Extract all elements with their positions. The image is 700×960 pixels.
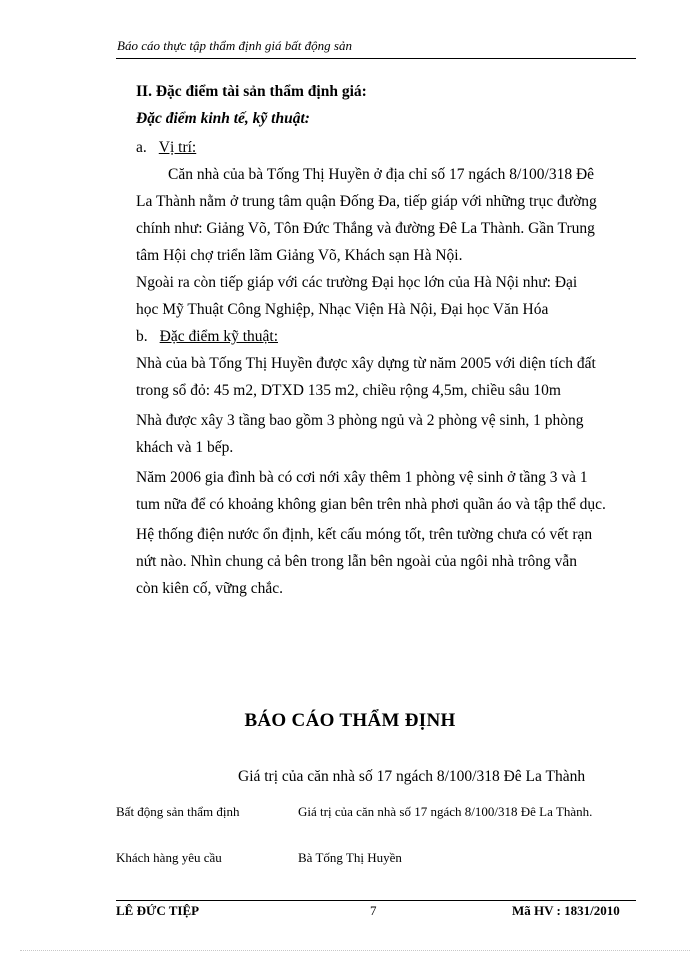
technical-line: Hệ thống điện nước ổn định, kết cấu móng tốt, trên tường chưa có vết rạn <box>136 526 593 543</box>
location-line: Ngoài ra còn tiếp giáp với các trường Đại học lớn của Hà Nội như: Đại <box>136 274 578 291</box>
location-marker: a. <box>136 139 147 156</box>
page-edge-dots <box>20 950 690 951</box>
location-line: học Mỹ Thuật Công Nghiệp, Nhạc Viện Hà Nội, Đại học Văn Hóa <box>136 301 549 318</box>
footer-student-id: Mã HV : 1831/2010 <box>512 903 620 918</box>
technical-heading <box>136 325 278 349</box>
location-line: chính như: Giảng Võ, Tôn Đức Thắng và đường Đê La Thành. Gần Trung <box>136 220 595 237</box>
technical-line: Nhà được xây 3 tầng bao gồm 3 phòng ngủ và 2 phòng vệ sinh, 1 phòng <box>136 412 584 429</box>
location-line: La Thành nằm ở trung tâm quận Đống Đa, tiếp giáp với những trục đường <box>136 193 597 210</box>
info-label-property: Bất động sản thẩm định <box>116 804 240 819</box>
location-line: Căn nhà của bà Tống Thị Huyền ở địa chỉ số 17 ngách 8/100/318 Đê <box>168 166 595 183</box>
technical-marker: b. <box>136 328 148 345</box>
technical-label: Đặc điểm kỹ thuật: <box>159 328 278 345</box>
header-divider <box>116 58 636 59</box>
info-label-client: Khách hàng yêu cầu <box>116 850 222 865</box>
technical-line: còn kiên cố, vững chắc. <box>136 580 283 597</box>
footer-divider <box>116 900 636 901</box>
report-title: BÁO CÁO THẨM ĐỊNH <box>244 710 456 731</box>
technical-line: tum nữa để có khoảng không gian bên trên nhà phơi quần áo và tập thể dục. <box>136 496 606 513</box>
technical-line: Năm 2006 gia đình bà có cơi nới xây thêm 1 phòng vệ sinh ở tầng 3 và 1 <box>136 469 588 486</box>
footer-author: LÊ ĐỨC TIỆP <box>116 903 200 918</box>
section-subheading: Đặc điểm kinh tế, kỹ thuật: <box>136 110 310 127</box>
location-heading <box>136 136 196 160</box>
technical-line: trong sổ đỏ: 45 m2, DTXD 135 m2, chiều rộng 4,5m, chiều sâu 10m <box>136 382 561 399</box>
technical-line: Nhà của bà Tống Thị Huyền được xây dựng từ năm 2005 với diện tích đất <box>136 355 596 372</box>
info-value-client: Bà Tống Thị Huyền <box>298 850 402 865</box>
technical-line: nứt nào. Nhìn chung cả bên trong lẫn bên ngoài của ngôi nhà trông vẫn <box>136 553 577 570</box>
report-subtitle: Giá trị của căn nhà số 17 ngách 8/100/318 Đê La Thành <box>238 768 586 785</box>
page-number: 7 <box>370 903 377 918</box>
info-value-property: Giá trị của căn nhà số 17 ngách 8/100/318 Đê La Thành. <box>298 804 593 819</box>
section-heading: II. Đặc điểm tài sản thẩm định giá: <box>136 83 367 100</box>
running-header: Báo cáo thực tập thẩm định giá bất động sản <box>117 38 352 53</box>
technical-line: khách và 1 bếp. <box>136 439 234 456</box>
location-label: Vị trí: <box>158 139 197 156</box>
location-line: tâm Hội chợ triển lãm Giảng Võ, Khách sạn Hà Nội. <box>136 247 463 264</box>
